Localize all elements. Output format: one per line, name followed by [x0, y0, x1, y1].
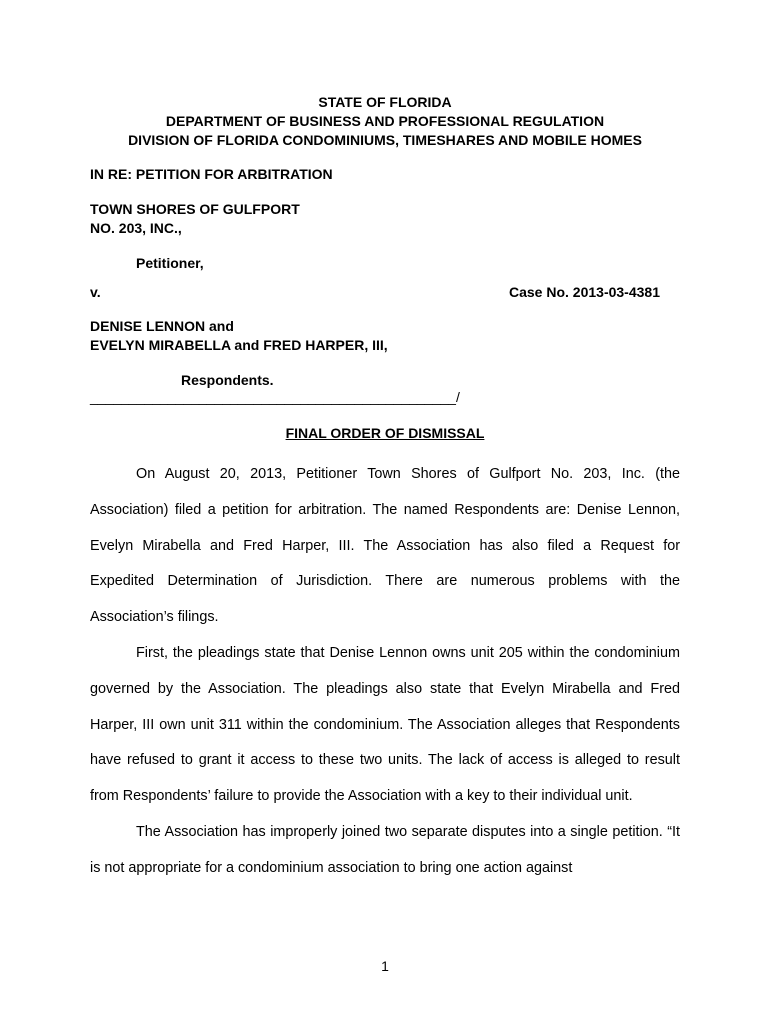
- petitioner-name-line1: TOWN SHORES OF GULFPORT: [90, 201, 300, 217]
- respondent-name-line1: DENISE LENNON and: [90, 318, 234, 334]
- paragraph: On August 20, 2013, Petitioner Town Shores of Gulfport No. 203, Inc. (the Association) filed a petition for arbitration. The named Respondents are: Denise Lennon, Evelyn Mirabella and Fred Harper, III. The Association has also filed a Request for Expedited Determination of Jurisdiction. There are numerous problems with the Association’s filings.: [90, 466, 680, 626]
- order-body: [90, 457, 680, 887]
- respondents-label: Respondents.: [181, 372, 274, 388]
- caption-divider-line: _______________________________________________/: [90, 389, 460, 405]
- agency-header: [90, 93, 680, 150]
- respondent-name-line2: EVELYN MIRABELLA and FRED HARPER, III,: [90, 337, 388, 353]
- header-division: DIVISION OF FLORIDA CONDOMINIUMS, TIMESHARES AND MOBILE HOMES: [128, 132, 642, 148]
- petitioner-label: Petitioner,: [136, 255, 204, 271]
- paragraph: The Association has improperly joined two separate disputes into a single petition. “It is not appropriate for a condominium association to bring one action against: [90, 823, 680, 876]
- petitioner-name-line2: NO. 203, INC.,: [90, 220, 182, 236]
- page-number: 1: [381, 958, 389, 974]
- header-department: DEPARTMENT OF BUSINESS AND PROFESSIONAL REGULATION: [165, 113, 605, 129]
- paragraph: First, the pleadings state that Denise Lennon owns unit 205 within the condominium governed by the Association. The pleadings also state that Evelyn Mirabella and Fred Harper, III own unit 311 within the condominium. The Association alleges that Respondents have refused to grant it access to these two units. The lack of access is alleged to result from Respondents’ failure to provide the Association with a key to their individual unit.: [90, 644, 680, 805]
- header-state: STATE OF FLORIDA: [318, 94, 452, 110]
- case-number: Case No. 2013-03-4381: [509, 284, 660, 300]
- order-title: FINAL ORDER OF DISMISSAL: [285, 425, 485, 441]
- in-re-line: IN RE: PETITION FOR ARBITRATION: [90, 166, 333, 182]
- versus-label: v.: [90, 284, 101, 300]
